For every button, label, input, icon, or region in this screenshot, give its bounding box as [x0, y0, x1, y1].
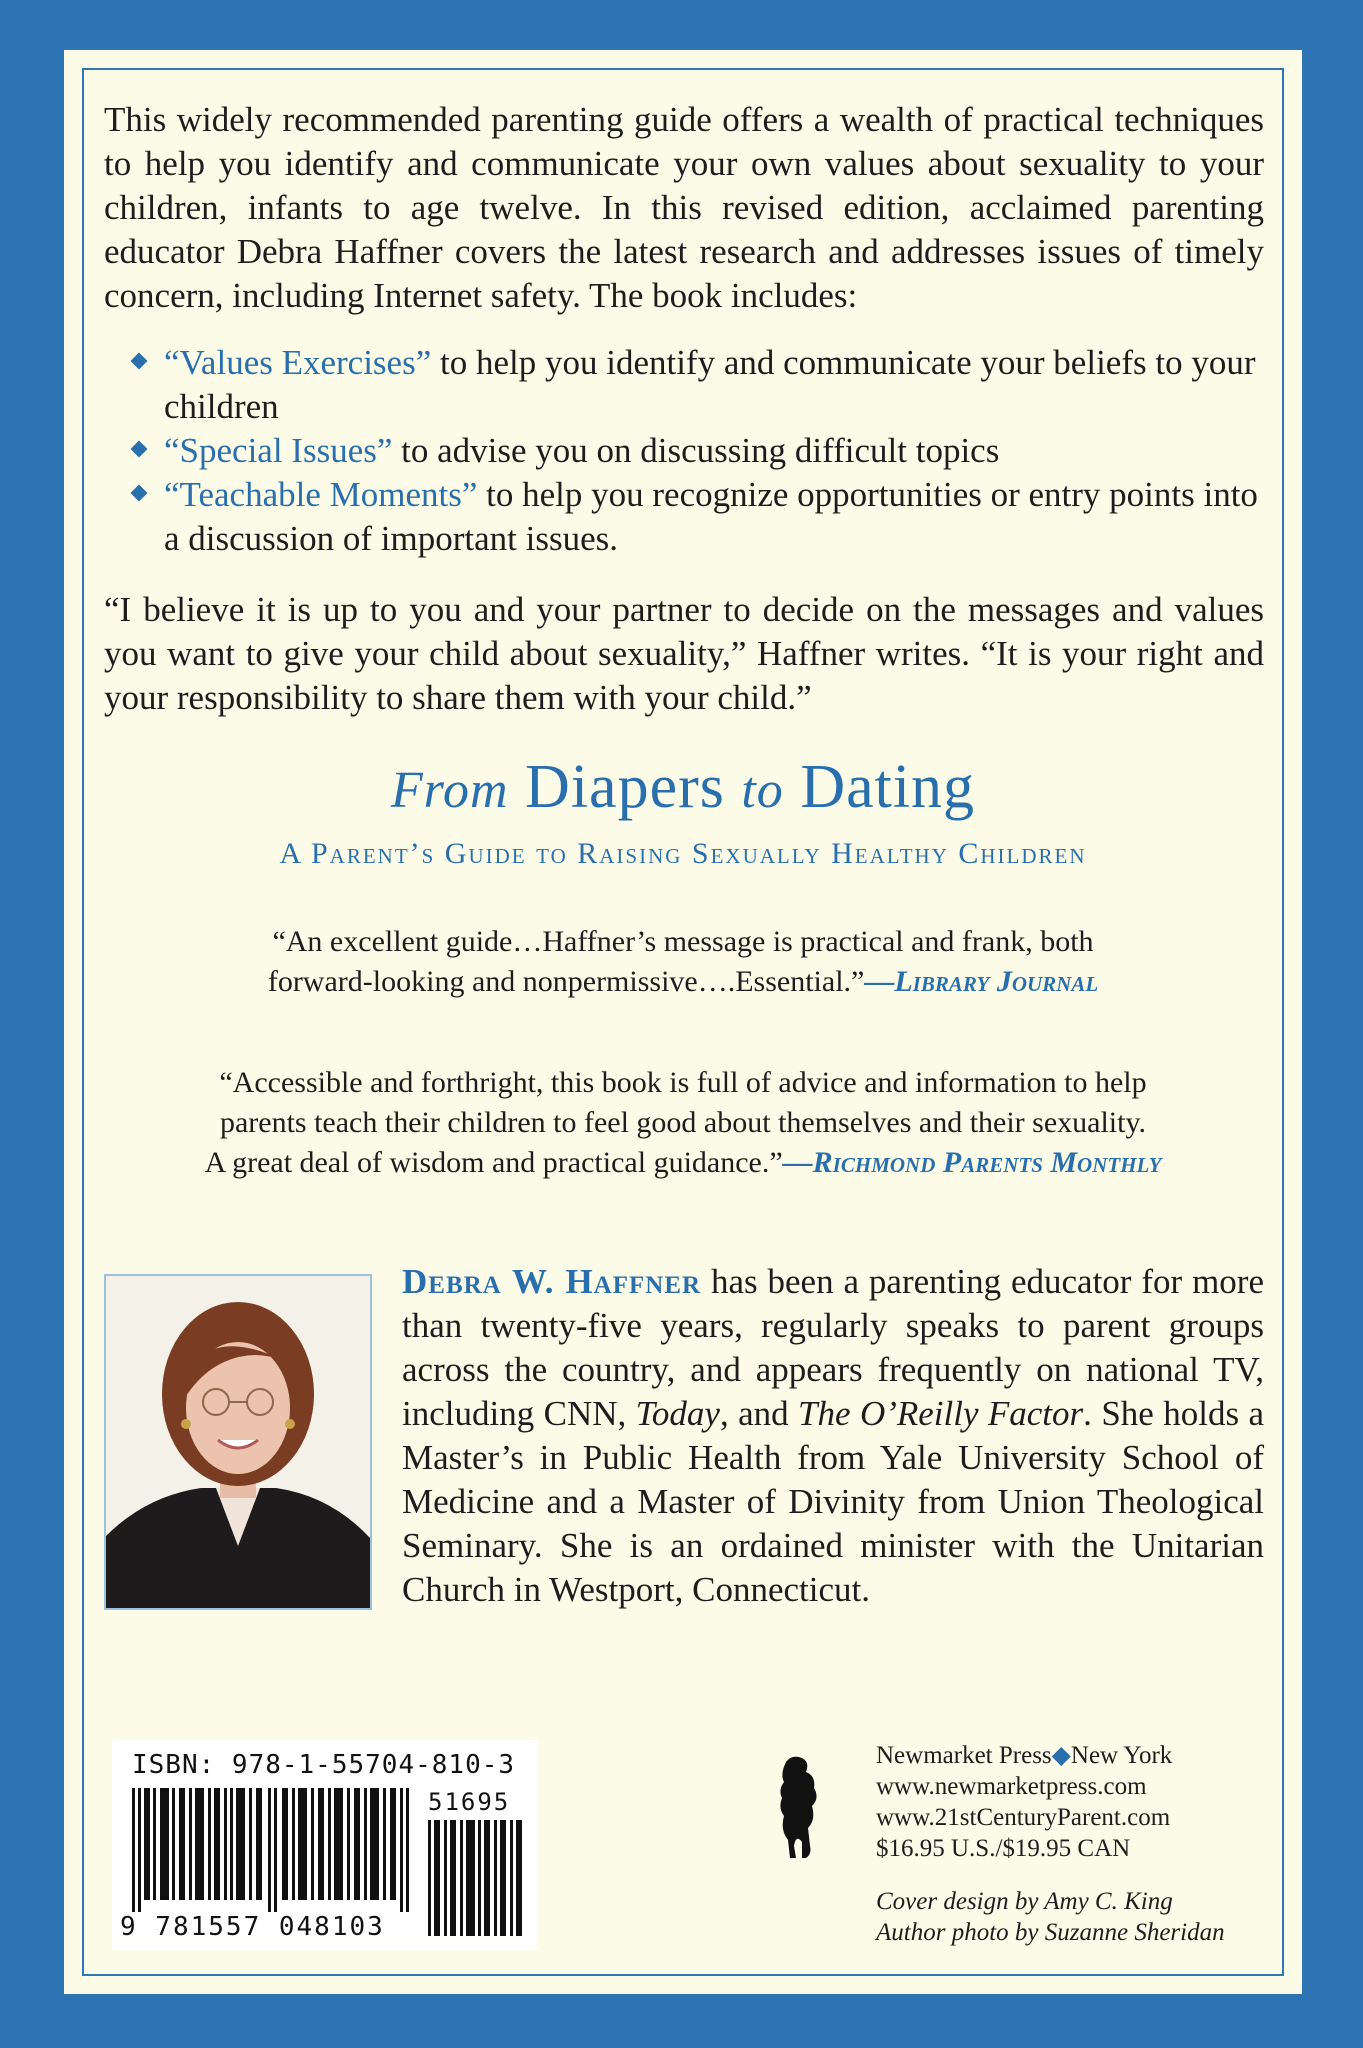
diamond-bullet-icon: [131, 485, 148, 502]
list-item: “Teachable Moments” to help you recognize opportunities or entry points into a discussion of important issues.: [131, 473, 1271, 561]
price-code: 51695: [428, 1788, 511, 1816]
review-source: —Library Journal: [864, 965, 1099, 998]
isbn-number: ISBN: 978-1-55704-810-3: [132, 1750, 516, 1780]
supplemental-barcode-icon: [428, 1820, 524, 1936]
list-item: “Special Issues” to advise you on discussing difficult topics: [131, 429, 1271, 473]
intro-paragraph: This widely recommended parenting guide offers a wealth of practical techniques to help you identify and communicate your own values about sexuality to your children, infants to age twelve. In this revised edition, acclaimed parenting educator Debra Haffner covers the latest research and addresses issues of timely concern, including Internet safety. The book includes:: [104, 100, 1264, 315]
review-source: —Richmond Parents Monthly: [782, 1146, 1162, 1179]
diamond-bullet-icon: [131, 353, 148, 370]
barcode-digits: 9 781557 048103: [120, 1912, 385, 1942]
author-quote: “I believe it is up to you and your partner to decide on the messages and values you want to give your child about sexuality,” Haffner writes. “It is your right and your responsibility to share them with your child.”: [104, 590, 1264, 717]
publisher-info: Newmarket Press◆New York www.newmarketpress.com www.21stCenturyParent.com $16.95 U.S./$19.95 CAN: [876, 1742, 1173, 1862]
list-item: “Values Exercises” to help you identify and communicate your beliefs to your children: [131, 341, 1271, 429]
book-subtitle: A Parent’s Guide to Raising Sexually Healthy Children: [279, 837, 1087, 870]
review-library-journal: “An excellent guide…Haffner’s message is practical and frank, both forward-looking and nonpermissive….Essential.”—Library Journal: [267, 925, 1099, 998]
review-richmond-parents: “Accessible and forthright, this book is full of advice and information to help parents teach their children to feel good about themselves and their sexuality. A great deal of wisdom and practical guidance.”—Richmond Parents Monthly: [204, 1066, 1162, 1179]
author-name: Debra W. Haffner: [402, 1262, 702, 1301]
publisher-horse-logo-icon: [776, 1754, 820, 1862]
features-list: [131, 341, 1271, 561]
book-title: From Diapers to Dating: [390, 753, 976, 821]
barcode-icon: [132, 1788, 422, 1912]
author-photo: [104, 1274, 372, 1610]
author-bio: Debra W. Haffner has been a parenting educator for more than twenty-five years, regularly speaks to parent groups across the country, and appears frequently on national TV, including CNN, Today, and The O’Reilly Factor. She holds a Master’s in Public Health from Yale University School of Medicine and a Master of Divinity from Union Theological Seminary. She is an ordained minister with the Unitarian Church in Westport, Connecticut.: [402, 1262, 1264, 1609]
barcode-box: [112, 1740, 538, 1950]
diamond-separator-icon: ◆: [1051, 1742, 1071, 1769]
author-portrait-icon: [106, 1276, 370, 1608]
diamond-bullet-icon: [131, 441, 148, 458]
design-credits: Cover design by Amy C. King Author photo by Suzanne Sheridan: [876, 1888, 1225, 1946]
content-panel: [64, 50, 1302, 1994]
